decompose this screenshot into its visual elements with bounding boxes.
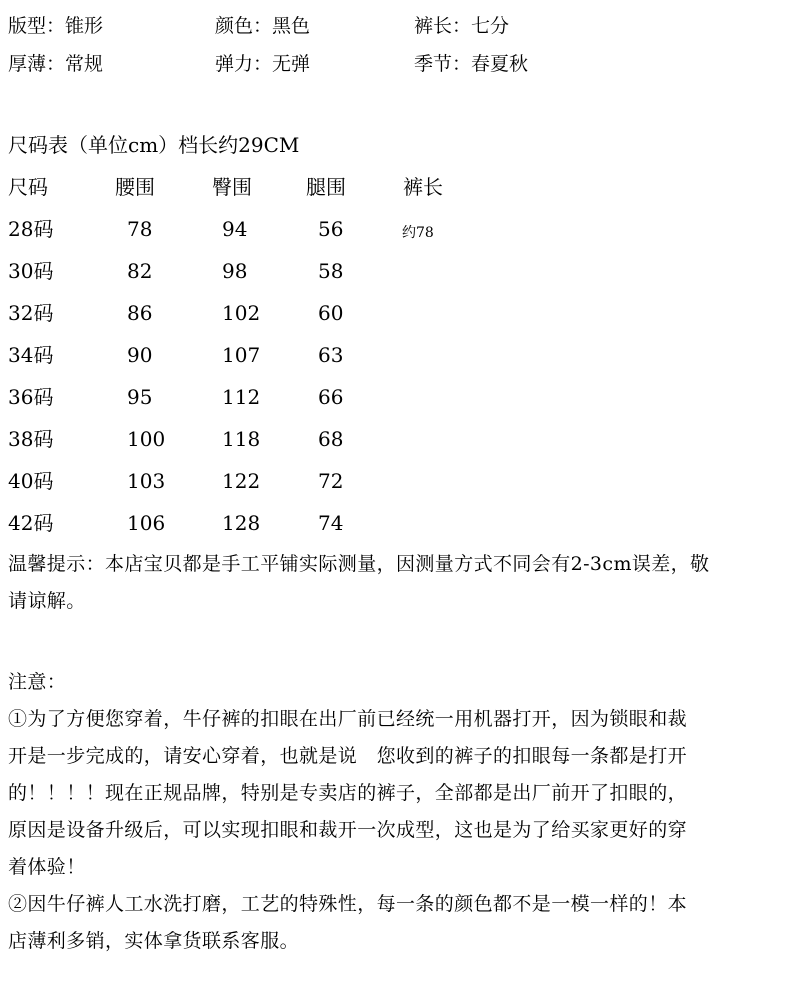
cell-waist: 86 [127, 301, 153, 325]
size-table-header-row [0, 172, 520, 214]
attribute-thickness: 厚薄：常规 [8, 53, 104, 75]
cell-waist: 103 [127, 469, 166, 493]
size-table-title: 尺码表（单位cm）档长约29CM [8, 133, 300, 157]
cell-size: 28码 [8, 217, 54, 241]
cell-hip: 122 [222, 469, 261, 493]
cell-waist: 78 [127, 217, 153, 241]
cell-size: 30码 [8, 259, 54, 283]
header-size: 尺码 [8, 175, 48, 199]
header-thigh: 腿围 [306, 175, 346, 199]
table-row [0, 256, 520, 298]
notice-title: 注意： [8, 671, 67, 693]
notice-line: 着体验！ [8, 856, 86, 878]
cell-thigh: 68 [318, 427, 344, 451]
attribute-stretch: 弹力：无弹 [215, 53, 311, 75]
notice-line: 的！！！！现在正规品牌，特别是专卖店的裤子，全部都是出厂前开了扣眼的， [8, 782, 688, 804]
cell-waist: 82 [127, 259, 153, 283]
cell-thigh: 56 [318, 217, 344, 241]
cell-size: 42码 [8, 511, 54, 535]
notice-line: ②因牛仔裤人工水洗打磨，工艺的特殊性，每一条的颜色都不是一模一样的！本 [8, 893, 688, 915]
cell-thigh: 66 [318, 385, 344, 409]
header-waist: 腰围 [115, 175, 155, 199]
table-row [0, 466, 520, 508]
cell-hip: 118 [222, 427, 261, 451]
table-row [0, 424, 520, 466]
table-row [0, 214, 520, 256]
attribute-color: 颜色：黑色 [215, 15, 311, 37]
table-row [0, 340, 520, 382]
cell-hip: 112 [222, 385, 261, 409]
cell-hip: 102 [222, 301, 261, 325]
cell-thigh: 74 [318, 511, 344, 535]
cell-hip: 94 [222, 217, 248, 241]
cell-hip: 107 [222, 343, 261, 367]
tip-line: 请谅解。 [8, 590, 86, 612]
attribute-fit: 版型：锥形 [8, 15, 104, 37]
cell-size: 32码 [8, 301, 54, 325]
cell-size: 34码 [8, 343, 54, 367]
cell-thigh: 60 [318, 301, 344, 325]
notice-section [8, 664, 792, 960]
table-row [0, 508, 520, 550]
notice-line: 店薄利多销，实体拿货联系客服。 [8, 930, 300, 952]
cell-size: 38码 [8, 427, 54, 451]
table-row [0, 298, 520, 340]
tip-line: 温馨提示：本店宝贝都是手工平铺实际测量，因测量方式不同会有2-3cm误差，敬 [8, 553, 710, 575]
cell-waist: 106 [127, 511, 166, 535]
cell-pants-length: 约78 [402, 225, 434, 241]
cell-size: 36码 [8, 385, 54, 409]
cell-size: 40码 [8, 469, 54, 493]
header-hip: 臀围 [212, 175, 252, 199]
header-pants-length: 裤长 [403, 175, 443, 199]
measurement-tip [8, 546, 792, 620]
notice-line: 原因是设备升级后，可以实现扣眼和裁开一次成型，这也是为了给买家更好的穿 [8, 819, 688, 841]
cell-thigh: 72 [318, 469, 344, 493]
table-row [0, 382, 520, 424]
cell-thigh: 58 [318, 259, 344, 283]
attribute-length: 裤长：七分 [414, 15, 510, 37]
notice-line: 开是一步完成的，请安心穿着，也就是说 您收到的裤子的扣眼每一条都是打开 [8, 745, 688, 767]
cell-waist: 90 [127, 343, 153, 367]
cell-waist: 100 [127, 427, 166, 451]
size-table [0, 172, 520, 550]
attribute-season: 季节：春夏秋 [414, 53, 529, 75]
cell-hip: 98 [222, 259, 248, 283]
notice-line: ①为了方便您穿着，牛仔裤的扣眼在出厂前已经统一用机器打开，因为锁眼和裁 [8, 708, 688, 730]
cell-waist: 95 [127, 385, 153, 409]
cell-thigh: 63 [318, 343, 344, 367]
cell-hip: 128 [222, 511, 261, 535]
